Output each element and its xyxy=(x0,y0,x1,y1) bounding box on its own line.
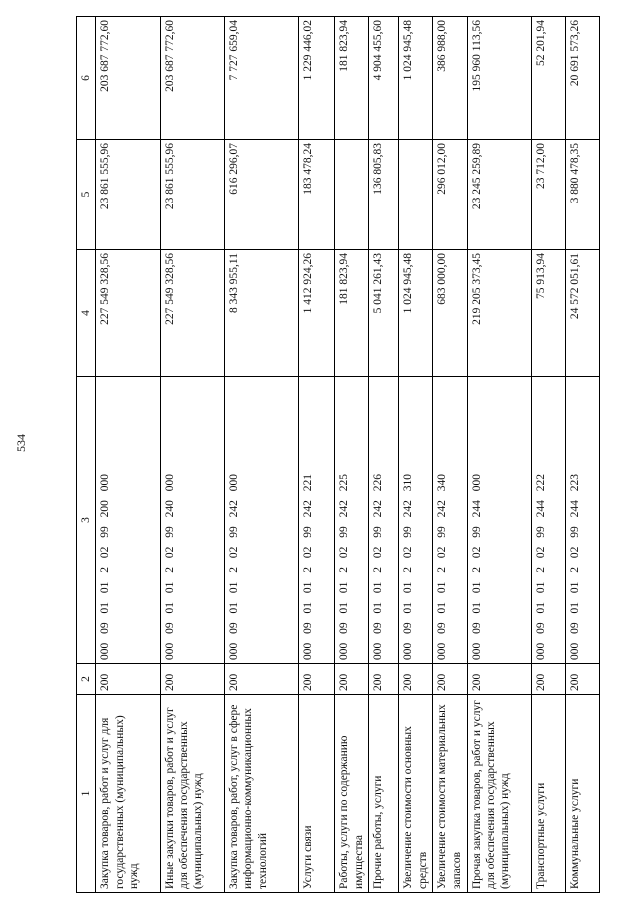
row-col5: 23 712,00 xyxy=(531,140,565,250)
row-name: Увеличение стоимости основных средств xyxy=(399,695,433,893)
table-row xyxy=(467,17,531,893)
row-name: Иные закупки товаров, работ и услуг для обеспечения государственных (муниципальных) нужд xyxy=(160,695,224,893)
table-row xyxy=(433,17,467,893)
row-col4: 24 572 051,61 xyxy=(565,250,599,377)
row-code: 000 09 01 01 2 02 99 242 226 xyxy=(369,377,399,664)
row-code: 000 09 01 01 2 02 99 242 221 xyxy=(299,377,335,664)
row-col6: 181 823,94 xyxy=(335,17,369,140)
row-col4: 1 024 945,48 xyxy=(399,250,433,377)
budget-table xyxy=(76,16,600,893)
page-number: 534 xyxy=(14,434,28,452)
row-kvr: 200 xyxy=(565,664,599,695)
row-col5: 23 245 259,89 xyxy=(467,140,531,250)
table-row xyxy=(96,17,160,893)
row-col6: 1 229 446,02 xyxy=(299,17,335,140)
header-cell: 6 xyxy=(77,17,96,140)
row-name: Прочие работы, услуги xyxy=(369,695,399,893)
row-col6: 203 687 772,60 xyxy=(96,17,160,140)
row-code: 000 09 01 01 2 02 99 242 000 xyxy=(224,377,298,664)
row-code: 000 09 01 01 2 02 99 244 222 xyxy=(531,377,565,664)
row-col4: 227 549 328,56 xyxy=(160,250,224,377)
row-col6: 195 960 113,56 xyxy=(467,17,531,140)
row-code: 000 09 01 01 2 02 99 242 225 xyxy=(335,377,369,664)
table-row xyxy=(565,17,599,893)
header-cell: 1 xyxy=(77,695,96,893)
row-col5: 23 861 555,96 xyxy=(160,140,224,250)
row-col6: 20 691 573,26 xyxy=(565,17,599,140)
row-name: Транспортные услуги xyxy=(531,695,565,893)
row-name: Увеличение стоимости материальных запасов xyxy=(433,695,467,893)
row-kvr: 200 xyxy=(96,664,160,695)
row-code: 000 09 01 01 2 02 99 244 000 xyxy=(467,377,531,664)
table-row xyxy=(335,17,369,893)
row-col6: 4 904 455,60 xyxy=(369,17,399,140)
row-col6: 203 687 772,60 xyxy=(160,17,224,140)
row-code: 000 09 01 01 2 02 99 240 000 xyxy=(160,377,224,664)
row-col5: 296 012,00 xyxy=(433,140,467,250)
row-name: Закупка товаров, работ, услуг в сфере информационно-коммуникационных технологий xyxy=(224,695,298,893)
row-col4: 219 205 373,45 xyxy=(467,250,531,377)
row-col6: 52 201,94 xyxy=(531,17,565,140)
row-name: Услуги связи xyxy=(299,695,335,893)
table-row xyxy=(399,17,433,893)
row-kvr: 200 xyxy=(467,664,531,695)
row-code: 000 09 01 01 2 02 99 244 223 xyxy=(565,377,599,664)
header-cell: 5 xyxy=(77,140,96,250)
row-name: Коммунальные услуги xyxy=(565,695,599,893)
row-col4: 8 343 955,11 xyxy=(224,250,298,377)
row-col5: 183 478,24 xyxy=(299,140,335,250)
row-col6: 7 727 659,04 xyxy=(224,17,298,140)
table-row xyxy=(224,17,298,893)
table-row xyxy=(160,17,224,893)
header-row xyxy=(77,17,96,893)
header-cell: 2 xyxy=(77,664,96,695)
rotated-table-container xyxy=(76,17,600,893)
row-col5 xyxy=(399,140,433,250)
header-cell: 4 xyxy=(77,250,96,377)
row-col6: 1 024 945,48 xyxy=(399,17,433,140)
row-kvr: 200 xyxy=(399,664,433,695)
row-code: 000 09 01 01 2 02 99 242 340 xyxy=(433,377,467,664)
row-code: 000 09 01 01 2 02 99 242 310 xyxy=(399,377,433,664)
row-name: Закупка товаров, работ и услуг для государственных (муниципальных) нужд xyxy=(96,695,160,893)
row-col4: 683 000,00 xyxy=(433,250,467,377)
row-col5: 616 296,07 xyxy=(224,140,298,250)
row-kvr: 200 xyxy=(369,664,399,695)
table-row xyxy=(369,17,399,893)
row-kvr: 200 xyxy=(299,664,335,695)
row-col5: 136 805,83 xyxy=(369,140,399,250)
row-col4: 181 823,94 xyxy=(335,250,369,377)
row-col4: 227 549 328,56 xyxy=(96,250,160,377)
row-kvr: 200 xyxy=(224,664,298,695)
table-row xyxy=(299,17,335,893)
row-col4: 75 913,94 xyxy=(531,250,565,377)
row-col5: 3 880 478,35 xyxy=(565,140,599,250)
row-col5 xyxy=(335,140,369,250)
row-col4: 1 412 924,26 xyxy=(299,250,335,377)
row-col6: 386 988,00 xyxy=(433,17,467,140)
header-cell: 3 xyxy=(77,377,96,664)
row-kvr: 200 xyxy=(433,664,467,695)
row-col4: 5 041 261,43 xyxy=(369,250,399,377)
row-code: 000 09 01 01 2 02 99 200 000 xyxy=(96,377,160,664)
row-kvr: 200 xyxy=(160,664,224,695)
row-kvr: 200 xyxy=(531,664,565,695)
row-name: Прочая закупка товаров, работ и услуг для обеспечения государственных (муниципальных) нужд xyxy=(467,695,531,893)
table-row xyxy=(531,17,565,893)
row-name: Работы, услуги по содержанию имущества xyxy=(335,695,369,893)
row-col5: 23 861 555,96 xyxy=(96,140,160,250)
row-kvr: 200 xyxy=(335,664,369,695)
